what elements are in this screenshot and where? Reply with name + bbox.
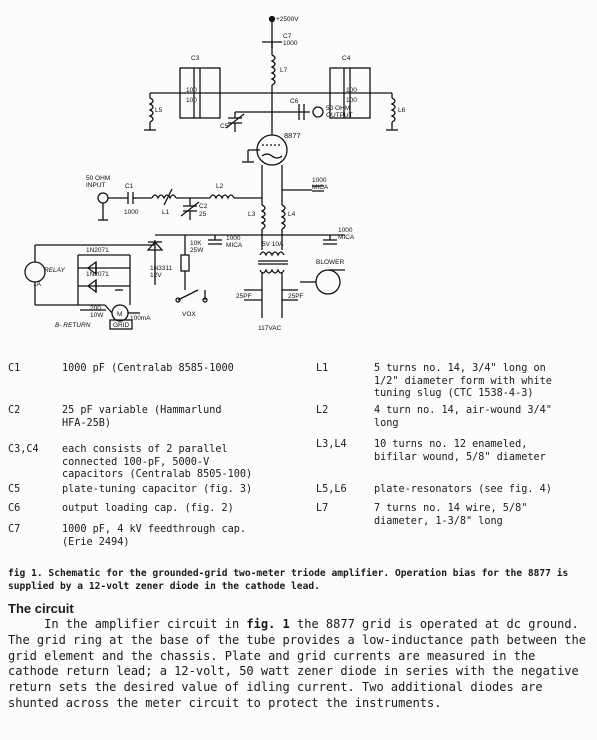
part-ref: L2 — [316, 405, 329, 416]
c7-label: C7 — [283, 33, 292, 40]
c3-value-2: 100 — [186, 97, 197, 104]
l7-label: L7 — [280, 67, 288, 74]
part-desc: 5 turns no. 14, 3/4" long on 1/2" diameter form with white tuning slug (CTC 1538-4-3) — [374, 363, 552, 400]
relay-label: RELAY — [44, 267, 65, 274]
filament-label: 5V 10A — [262, 241, 284, 248]
section-heading: The circuit — [8, 601, 74, 616]
body-text-start: In the amplifier circuit in — [8, 617, 247, 631]
l5-label: L5 — [155, 107, 163, 114]
part-ref: C7 — [8, 524, 21, 535]
l1-label: L1 — [162, 209, 170, 216]
c1-value: 1000 — [124, 209, 139, 216]
c5-label: C5 — [220, 123, 229, 130]
ac-line-label: 117VAC — [258, 325, 282, 332]
resistor-label: 10K 25W — [190, 240, 204, 254]
ac-cap-label-2: 25PF — [288, 293, 304, 300]
part-desc: output loading cap. (fig. 2) — [62, 503, 234, 514]
part-ref: C1 — [8, 363, 21, 374]
meter-label: M — [117, 311, 123, 318]
relay-current: 1A — [33, 281, 41, 288]
input-label: 50 OHM INPUT — [86, 175, 111, 189]
l3-label: L3 — [248, 211, 256, 218]
figure-reference: fig. 1 — [246, 617, 290, 631]
part-desc: 7 turns no. 14 wire, 5/8" diameter, 1-3/8" long — [374, 503, 528, 527]
part-ref: L7 — [316, 503, 329, 514]
c4-value-2: 100 — [346, 97, 357, 104]
part-ref: C6 — [8, 503, 21, 514]
c7-value: 1000 — [283, 40, 298, 47]
c2-value: 25 — [199, 211, 207, 218]
part-desc: 10 turns no. 12 enameled, bifilar wound, 5/8" diameter — [374, 439, 546, 463]
c1-label: C1 — [125, 183, 134, 190]
mica-label-1: 1000 MICA — [312, 177, 329, 191]
c6-label: C6 — [290, 98, 299, 105]
mica-label-2: 1000 MICA — [226, 235, 243, 249]
c4-label: C4 — [342, 55, 351, 62]
ac-cap-label-1: 25PF — [236, 293, 252, 300]
bminus-return-label: B- RETURN — [55, 322, 91, 329]
part-desc: 1000 pF (Centralab 8585-1000 — [62, 363, 234, 374]
output-label: 50 OHM OUTPUT — [326, 105, 353, 119]
diode-label-1: 1N2071 — [86, 247, 109, 254]
part-ref: C2 — [8, 405, 21, 416]
r200-label: 200 10W — [90, 305, 104, 319]
diode-label-2: 1N2071 — [86, 271, 109, 278]
part-desc: 25 pF variable (Hammarlund HFA-25B) — [62, 405, 222, 429]
l2-label: L2 — [216, 183, 224, 190]
body-text-rest: the 8877 grid is operated at dc ground. The grid ring at the base of the tube provides a low-inductance path between the grid element and the chassis. Plate and grid currents are measured in the cathode return lead; a 12-volt, 50 watt zener diode in series with the negative return sets the desired value of idling current. Two additional diodes are shunted across the meter circuit to protect the instruments. — [8, 617, 586, 710]
part-desc: plate-resonators (see fig. 4) — [374, 484, 552, 495]
part-ref: L1 — [316, 363, 329, 374]
vox-label: VOX — [182, 311, 196, 318]
section-body — [8, 617, 590, 712]
grid-label: GRID — [113, 322, 130, 329]
l4-label: L4 — [288, 211, 296, 218]
figure-caption: fig 1. Schematic for the grounded-grid two-meter triode amplifier. Operation bias for the 8877 is supplied by a 12-volt zener diode in the cathode lead. — [8, 568, 569, 592]
blower-label: BLOWER — [316, 259, 345, 266]
tube-label: 8877 — [284, 131, 301, 140]
part-ref: L5,L6 — [316, 484, 347, 495]
meter-range: 100mA — [130, 315, 151, 322]
zener-label: 1N3311 12V — [150, 265, 173, 279]
c2-label: C2 — [199, 203, 208, 210]
part-desc: each consists of 2 parallel connected 100-pF, 5000-V capacitors (Centralab 8505-100) — [62, 444, 253, 481]
part-desc: 4 turn no. 14, air-wound 3/4" long — [374, 405, 552, 429]
c3-value: 100 — [186, 87, 197, 94]
l6-label: L6 — [398, 107, 406, 114]
part-desc: 1000 pF, 4 kV feedthrough cap. (Erie 2494) — [62, 524, 247, 548]
part-ref: L3,L4 — [316, 439, 347, 450]
c4-value: 100 — [346, 87, 357, 94]
c3-label: C3 — [191, 55, 200, 62]
mica-label-3: 1000 MICA — [338, 227, 355, 241]
part-ref: C5 — [8, 484, 21, 495]
part-ref: C3,C4 — [8, 444, 39, 455]
part-desc: plate-tuning capacitor (fig. 3) — [62, 484, 253, 495]
supply-label: +2500V — [276, 16, 299, 23]
